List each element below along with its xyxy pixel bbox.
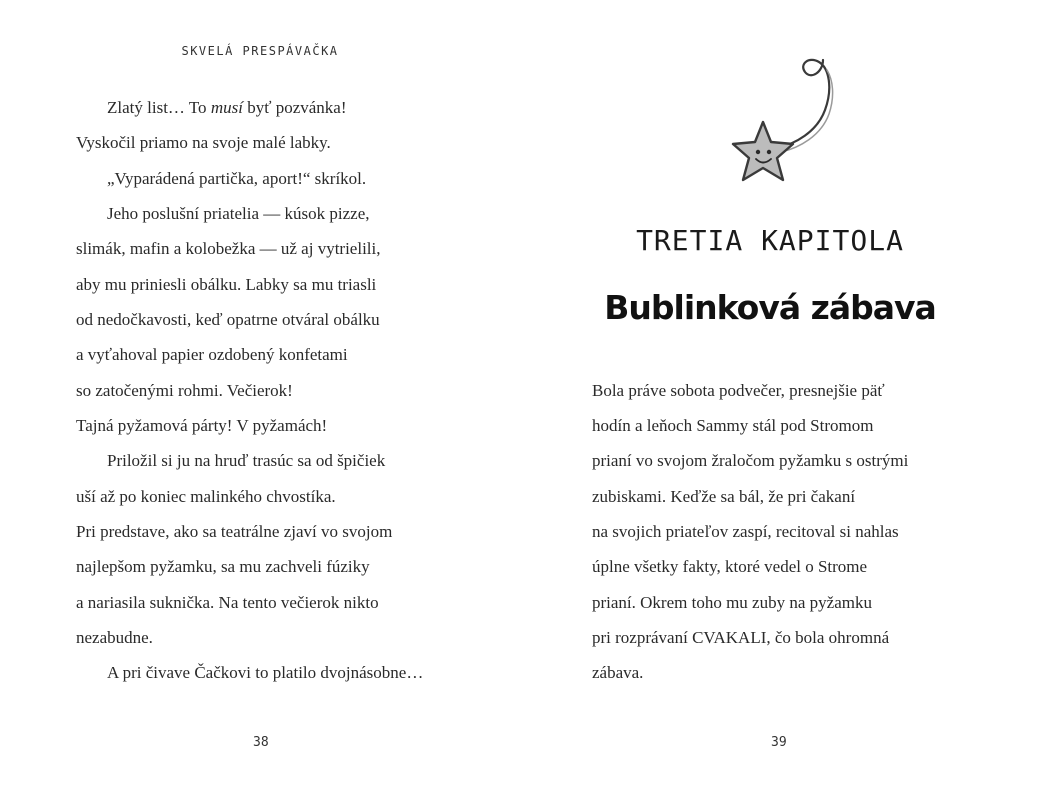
text-line: úplne všetky fakty, ktoré vedel o Strome bbox=[592, 557, 868, 576]
text-line: a vyťahoval papier ozdobený konfetami bbox=[76, 345, 348, 364]
text-span: byť pozvánka! bbox=[242, 98, 347, 117]
star-eye-left bbox=[756, 150, 760, 154]
text-line: nezabudne. bbox=[76, 628, 153, 647]
text-line: Jeho poslušní priatelia — kúsok pizze, bbox=[107, 204, 370, 223]
text-line: na svojich priateľov zaspí, recitoval si nahlas bbox=[592, 522, 899, 541]
text-line: Pri predstave, ako sa teatrálne zjaví vo svojom bbox=[76, 522, 393, 541]
chapter-title: Bublinková zábava bbox=[604, 288, 936, 327]
text-line: aby mu priniesli obálku. Labky sa mu triasli bbox=[76, 275, 377, 294]
page-number-right: 39 bbox=[771, 735, 787, 750]
text-line: slimák, mafin a kolobežka — už aj vytrielili, bbox=[76, 239, 381, 258]
text-line: uší až po koniec malinkého chvostíka. bbox=[76, 487, 336, 506]
text-line: pri rozprávaní CVAKALI, čo bola ohromná bbox=[592, 628, 890, 647]
text-line: A pri čivave Čačkovi to platilo dvojnásobne… bbox=[107, 663, 424, 682]
text-line: hodín a leňoch Sammy stál pod Stromom bbox=[592, 416, 874, 435]
text-line: Bola práve sobota podvečer, presnejšie päť bbox=[592, 381, 885, 400]
text-span: Zlatý list… To bbox=[107, 98, 211, 117]
text-line: najlepšom pyžamku, sa mu zachveli fúziky bbox=[76, 557, 370, 576]
chapter-label: TRETIA KAPITOLA bbox=[636, 224, 904, 257]
star-illustration bbox=[725, 40, 855, 200]
text-line: od nedočkavosti, keď opatrne otváral obálku bbox=[76, 310, 380, 329]
text-line: zubiskami. Keďže sa bál, že pri čakaní bbox=[592, 487, 856, 506]
smiling-star-icon bbox=[725, 40, 855, 200]
running-head: SKVELÁ PRESPÁVAČKA bbox=[181, 44, 339, 58]
page-number-left: 38 bbox=[253, 735, 269, 750]
star-tail-line bbox=[777, 60, 829, 148]
star-eye-right bbox=[767, 150, 771, 154]
text-line: prianí. Okrem toho mu zuby na pyžamku bbox=[592, 593, 872, 612]
text-line: a nariasila suknička. Na tento večierok nikto bbox=[76, 593, 379, 612]
text-line bbox=[107, 98, 347, 118]
text-line: „Vyparádená partička, aport!“ skríkol. bbox=[107, 169, 367, 188]
star-shape bbox=[733, 122, 793, 180]
text-line: prianí vo svojom žraločom pyžamku s ostrými bbox=[592, 451, 909, 470]
emphasis-text: musí bbox=[210, 98, 243, 117]
text-line: Priložil si ju na hruď trasúc sa od špičiek bbox=[107, 451, 386, 470]
text-line: so zatočenými rohmi. Večierok! bbox=[76, 381, 293, 400]
text-line: zábava. bbox=[592, 663, 644, 682]
text-line: Vyskočil priamo na svoje malé labky. bbox=[76, 133, 331, 152]
text-line: Tajná pyžamová párty! V pyžamách! bbox=[76, 416, 328, 435]
